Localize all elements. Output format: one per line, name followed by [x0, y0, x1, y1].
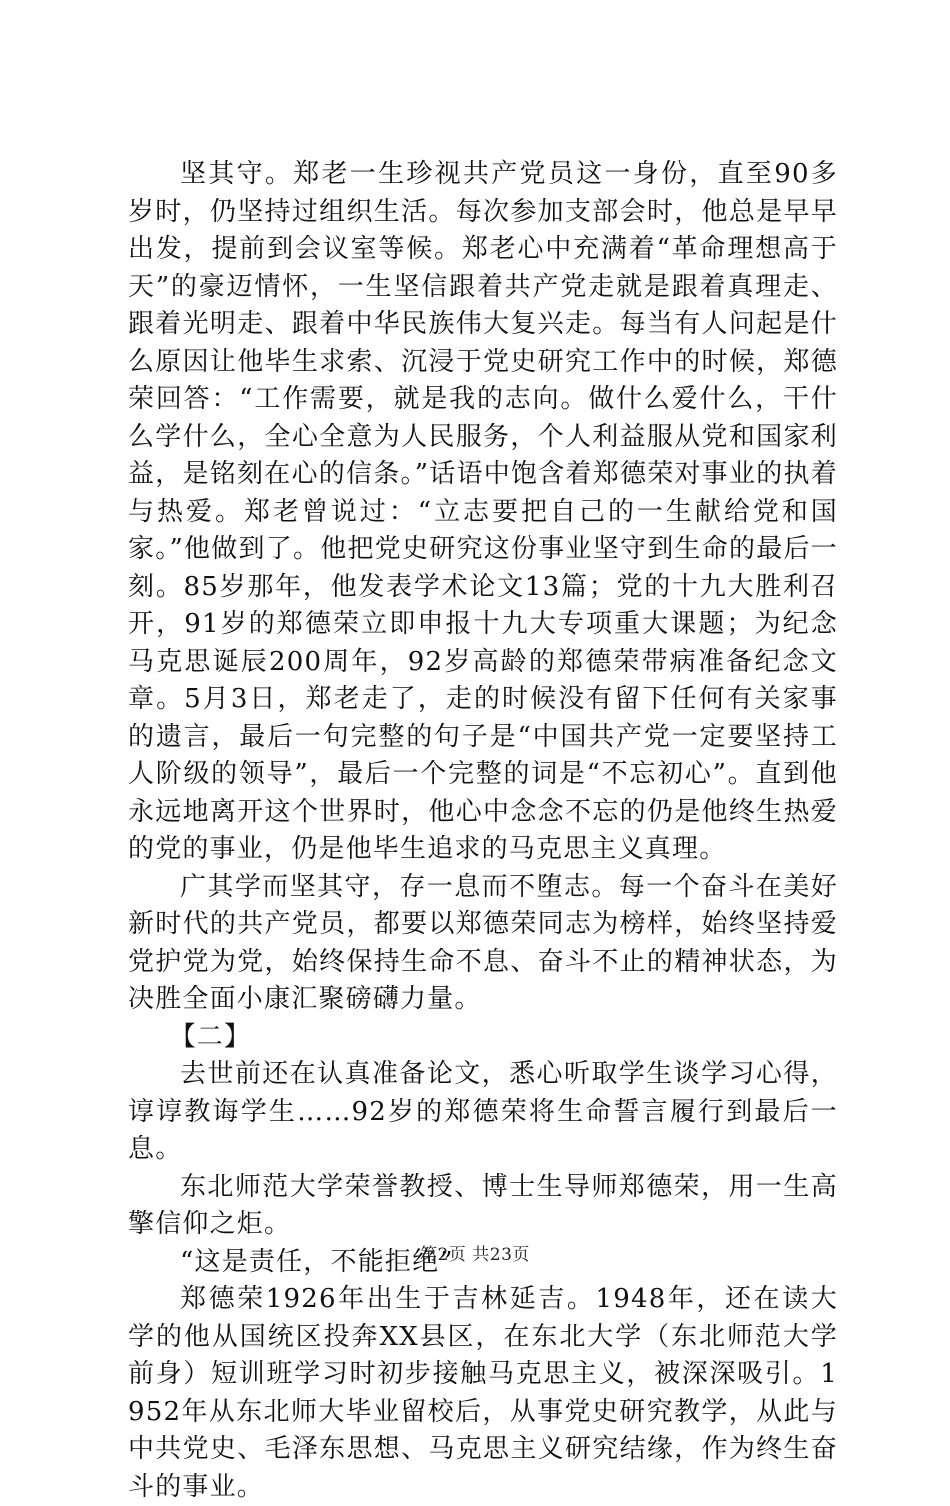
- paragraph: 坚其守。郑老一生珍视共产党员这一身份，直至90多岁时，仍坚持过组织生活。每次参加支部会时，他总是早早出发，提前到会议室等候。郑老心中充满着“革命理想高于天”的豪迈情怀，一生坚信跟着共产党走就是跟着真理走、跟着光明走、跟着中华民族伟大复兴走。每当有人问起是什么原因让他毕生求索、沉浸于党史研究工作中的时候，郑德荣回答：“工作需要，就是我的志向。做什么爱什么，干什么学什么，全心全意为人民服务，个人利益服从党和国家利益，是铭刻在心的信条。”话语中饱含着郑德荣对事业的执着与热爱。郑老曾说过：“立志要把自己的一生献给党和国家。”他做到了。他把党史研究这份事业坚守到生命的最后一刻。85岁那年，他发表学术论文13篇；党的十九大胜利召开，91岁的郑德荣立即申报十九大专项重大课题；为纪念马克思诞辰200周年，92岁高龄的郑德荣带病准备纪念文章。5月3日，郑老走了，走的时候没有留下任何有关家事的遗言，最后一句完整的句子是“中国共产党一定要坚持工人阶级的领导”，最后一个完整的词是“不忘初心”。直到他永远地离开这个世界时，他心中念念不忘的仍是他终生热爱的党的事业，仍是他毕生追求的马克思主义真理。: [128, 159, 838, 864]
- page-footer: 第2页 共23页: [420, 1245, 530, 1265]
- paragraph: 广其学而坚其守，存一息而不堕志。每一个奋斗在美好新时代的共产党员，都要以郑德荣同志为榜样，始终坚持爱党护党为党，始终保持生命不息、奋斗不止的精神状态，为决胜全面小康汇聚磅礴力量。: [128, 871, 838, 1014]
- document-body: [128, 156, 838, 1506]
- paragraph: 东北师范大学荣誉教授、博士生导师郑德荣，用一生高擎信仰之炬。: [128, 1171, 838, 1239]
- subheading: “这是责任，不能拒绝”: [180, 1246, 454, 1277]
- paragraph: 去世前还在认真准备论文，悉心听取学生谈学习心得，谆谆教诲学生……92岁的郑德荣将生命誓言履行到最后一息。: [128, 1059, 838, 1164]
- section-heading: 【二】: [169, 1021, 252, 1052]
- paragraph: 郑德荣1926年出生于吉林延吉。1948年，还在读大学的他从国统区投奔XX县区，在东北大学（东北师范大学前身）短训班学习时初步接触马克思主义，被深深吸引。1952年从东北师大毕业留校后，从事党史研究教学，从此与中共党史、毛泽东思想、马克思主义研究结缘，作为终生奋斗的事业。: [128, 1284, 838, 1502]
